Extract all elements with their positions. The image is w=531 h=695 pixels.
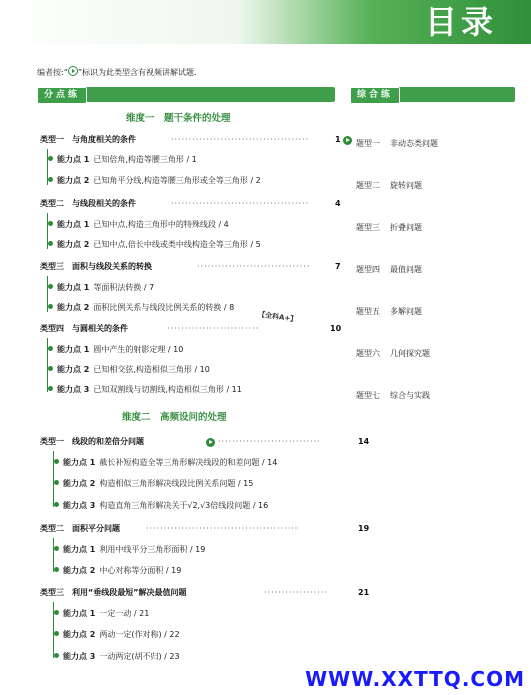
bullet-icon [54,567,59,572]
ability-row[interactable] [48,175,261,187]
ability-text: 已知角平分线,构造等腰三角形或全等三角形 / 2 [93,176,261,185]
dimension-2-title: 维度二 高频设问的处理 [122,412,227,423]
ability-text: 一动两定(胡不归) / 23 [99,652,180,661]
ability-text: 面积比例关系与线段比例关系的转换 / 8 [93,303,235,312]
left-section-label: 分点练 [37,87,87,104]
type-label: 类型三 [40,588,64,597]
ability-row[interactable] [54,565,181,577]
right-item-label: 题型六 [356,349,380,358]
type-name: 与线段相关的条件 [72,199,136,208]
video-play-icon[interactable] [343,136,352,145]
ability-text: 已知中点,倍长中线或类中线构造全等三角形 / 5 [93,240,261,249]
ability-text: 构造直角三角形解决关于√2,√3倍线段问题 / 16 [99,501,269,510]
ability-label: 能力点 3 [57,385,90,394]
right-item-label: 题型一 [356,139,380,148]
ability-label: 能力点 2 [57,365,90,374]
type-label: 类型四 [40,324,64,333]
toc-type-row[interactable] [40,436,144,448]
ability-row[interactable] [54,651,180,663]
bullet-icon [48,346,53,351]
bullet-icon [54,546,59,551]
toc-leader-dots: ······································· [171,199,310,208]
page-number: 1 [335,135,341,144]
ability-row[interactable] [54,478,253,490]
ability-text: 利用中线平分三角形面积 / 19 [99,545,206,554]
right-toc-item[interactable] [356,348,430,359]
ability-row[interactable] [48,239,261,251]
page-number: 19 [358,524,370,533]
ability-label: 能力点 3 [63,652,96,661]
ability-row[interactable] [54,629,180,641]
ability-label: 能力点 2 [63,630,96,639]
ability-row[interactable] [54,608,149,620]
right-item-label: 题型七 [356,391,380,400]
right-item-label: 题型三 [356,223,380,232]
bullet-icon [54,459,59,464]
bullet-icon [48,386,53,391]
type-label: 类型二 [40,524,64,533]
ability-label: 能力点 2 [57,303,90,312]
editor-note-prefix: 编者按:“ [37,68,68,77]
right-toc-item[interactable] [356,180,422,191]
editor-note [37,66,197,78]
ability-row[interactable] [54,457,277,469]
toc-leader-dots: ····························· [218,437,321,446]
toc-type-row[interactable] [40,261,152,273]
type-name: 利用“垂线段最短”解决最值问题 [72,588,187,597]
ability-row[interactable] [48,302,234,314]
bullet-icon [48,366,53,371]
right-toc-item[interactable] [356,306,422,317]
toc-leader-dots: ·························· [167,324,260,333]
ability-label: 能力点 1 [57,283,90,292]
bullet-icon [48,284,53,289]
right-toc-item[interactable] [356,264,422,275]
toc-type-row[interactable] [40,587,187,599]
type-name: 与角度相关的条件 [72,135,136,144]
page-number: 7 [335,262,341,271]
right-section-label: 综合练 [350,87,400,104]
page-number: 21 [358,588,370,597]
right-section-bar [350,87,515,102]
ability-text: 等面积法转换 / 7 [93,283,155,292]
ability-label: 能力点 2 [63,566,96,575]
video-play-icon [68,66,78,76]
ability-label: 能力点 1 [57,155,90,164]
right-item-text: 折叠问题 [390,223,422,232]
ability-text: 构造相似三角形解决线段比例关系问题 / 15 [99,479,254,488]
ability-row[interactable] [48,282,154,294]
right-item-text: 旋转问题 [390,181,422,190]
right-item-label: 题型二 [356,181,380,190]
toc-type-row[interactable] [40,198,136,210]
page-title: 目录 [424,3,497,41]
ability-text: 中心对称等分面积 / 19 [99,566,182,575]
ability-label: 能力点 2 [57,176,90,185]
bullet-icon [48,304,53,309]
ability-text: 已知相交弦,构造相似三角形 / 10 [93,365,210,374]
bullet-icon [48,221,53,226]
page-number: 4 [335,199,341,208]
ability-row[interactable] [48,219,229,231]
ability-row[interactable] [48,364,210,376]
type-label: 类型一 [40,437,64,446]
watermark-stamp: 【全科A+】 [257,310,298,324]
ability-text: 一定一动 / 21 [99,609,150,618]
right-item-text: 最值问题 [390,265,422,274]
type-label: 类型三 [40,262,64,271]
right-toc-item[interactable] [356,222,422,233]
ability-row[interactable] [48,154,197,166]
ability-row[interactable] [54,500,268,512]
toc-leader-dots: ·················· [264,588,328,597]
type-label: 类型二 [40,199,64,208]
ability-label: 能力点 1 [57,220,90,229]
right-item-label: 题型五 [356,307,380,316]
right-item-text: 综合与实践 [390,391,430,400]
ability-text: 已知倍角,构造等腰三角形 / 1 [93,155,197,164]
right-item-label: 题型四 [356,265,380,274]
ability-label: 能力点 1 [63,458,96,467]
site-watermark: WWW.XXTTQ.COM [305,667,525,691]
type-name: 面积与线段关系的转换 [72,262,152,271]
right-toc-item[interactable] [356,138,438,149]
ability-label: 能力点 1 [63,545,96,554]
left-section-bar [37,87,335,102]
ability-label: 能力点 3 [63,501,96,510]
bullet-icon [54,610,59,615]
type-name: 与圆相关的条件 [72,324,128,333]
bullet-icon [54,653,59,658]
bullet-icon [54,502,59,507]
bullet-icon [48,156,53,161]
editor-note-suffix: ”标识为此类型含有视频讲解试题. [77,68,197,77]
type-name: 面积平分问题 [72,524,120,533]
right-toc-item[interactable] [356,390,430,401]
ability-row[interactable] [48,344,183,356]
toc-leader-dots: ··········································· [146,524,299,533]
toc-type-row[interactable] [40,134,136,146]
right-item-text: 多解问题 [390,307,422,316]
type-label: 类型一 [40,135,64,144]
right-item-text: 几何探究题 [390,349,430,358]
toc-leader-dots: ······································· [171,135,310,144]
ability-label: 能力点 1 [63,609,96,618]
toc-type-row[interactable] [40,323,128,335]
ability-label: 能力点 1 [57,345,90,354]
type-name: 线段的和差倍分问题 [72,437,144,446]
ability-text: 截长补短构造全等三角形解决线段的和差问题 / 14 [99,458,278,467]
bullet-icon [48,177,53,182]
bullet-icon [54,631,59,636]
ability-text: 两动一定(作对称) / 22 [99,630,180,639]
toc-type-row[interactable] [40,523,120,535]
ability-label: 能力点 2 [63,479,96,488]
page-number: 10 [330,324,342,333]
ability-text: 已知双割线与切割线,构造相似三角形 / 11 [93,385,242,394]
bullet-icon [54,480,59,485]
dimension-1-title: 维度一 题干条件的处理 [126,113,231,124]
ability-row[interactable] [54,544,205,556]
ability-label: 能力点 2 [57,240,90,249]
right-item-text: 非动态类问题 [390,139,438,148]
video-play-icon[interactable] [206,438,215,447]
toc-leader-dots: ································ [197,262,311,271]
bullet-icon [48,241,53,246]
ability-text: 圆中产生的射影定理 / 10 [93,345,184,354]
page-header [0,0,531,44]
ability-text: 已知中点,构造三角形中的特殊线段 / 4 [93,220,229,229]
page-number: 14 [358,437,370,446]
ability-row[interactable] [48,384,242,396]
